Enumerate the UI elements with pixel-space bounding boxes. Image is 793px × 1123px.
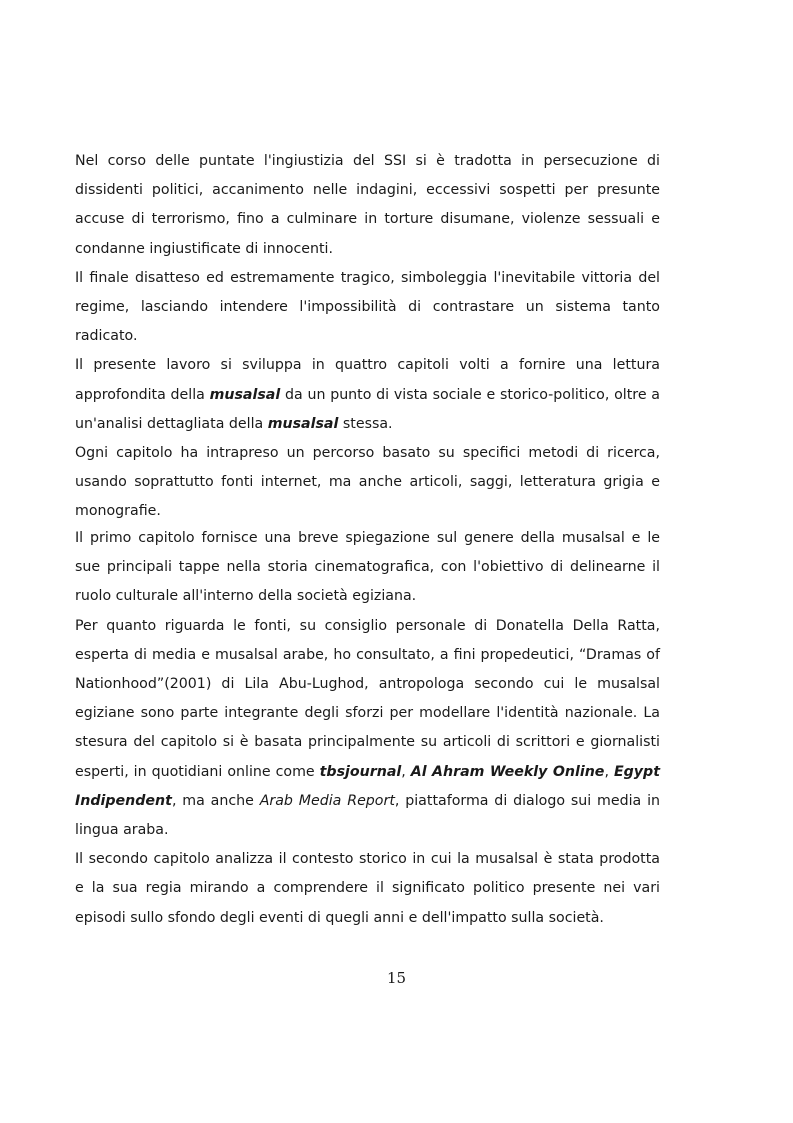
paragraph-four-chapters (75, 351, 660, 439)
text-run: , (401, 763, 411, 780)
term-musalsal: musalsal (267, 415, 339, 432)
text-run: da un punto di vista sociale e storico-politico, oltre a un'analisi dettagliata della (75, 386, 660, 432)
text-run: , ma anche (171, 792, 260, 809)
text-run: Il presente lavoro si sviluppa in quattro capitoli volti a fornire una lettura approfondita della (75, 357, 660, 403)
paragraph-first-chapter: Il primo capitolo fornisce una breve spiegazione sul genere della musalsal e le sue principali tappe nella storia cinematografica, con l'obiettivo di delinearne il ruolo culturale all'interno della società egiziana. (75, 530, 660, 605)
paragraph-tragic-ending: Il finale disatteso ed estremamente tragico, simboleggia l'inevitabile vittoria del regime, lasciando intendere l'impossibilità di contrastare un sistema tanto radicato. (75, 269, 660, 345)
text-run: Per quanto riguarda le fonti, su consiglio personale di Donatella Della Ratta, esperta di media e musalsal arabe, ho consultato, a fini propedeutici, “Dramas of Nationhood”(2001) di Lila Abu-Lughod, antropologa secondo cui le musalsal egiziane sono parte integrante degli sforzi per modellare l'identità nazionale. La stesura del capitolo si è basata principalmente su articoli di scrittori e giornalisti esperti, in quotidiani online come (75, 617, 660, 780)
term-musalsal: musalsal (209, 386, 281, 403)
source-arab-media-report: Arab Media Report (259, 792, 395, 809)
source-tbsjournal: tbsjournal (319, 763, 402, 780)
paragraph-sources (75, 612, 660, 846)
paragraph-ssi-injustice: Nel corso delle puntate l'ingiustizia del SSI si è tradotta in persecuzione di dissidenti politici, accanimento nelle indagini, eccessivi sospetti per presunte accuse di terrorismo, fino a culminare in torture disumane, violenze sessuali e condanne ingiustificate di innocenti. (75, 153, 660, 257)
paragraph-second-chapter: Il secondo capitolo analizza il contesto storico in cui la musalsal è stata prodotta e la sua regia mirando a comprendere il significato politico presente nei vari episodi sullo sfondo degli eventi di quegli anni e dell'impatto sulla società. (75, 851, 660, 926)
source-egypt-indipendent: Egypt Indipendent (75, 763, 660, 809)
text-run: stessa. (338, 415, 393, 432)
text-run: , (604, 763, 614, 780)
text-block-upper (75, 147, 660, 527)
source-al-ahram-weekly: Al Ahram Weekly Online (410, 763, 605, 780)
page-number: 15 (386, 969, 407, 987)
paragraph-research-methods: Ogni capitolo ha intrapreso un percorso basato su specifici metodi di ricerca, usando soprattutto fonti internet, ma anche articoli, saggi, letteratura grigia e monografie. (75, 445, 660, 520)
text-block-lower (75, 524, 660, 933)
text-run: , piattaforma di dialogo sui media in lingua araba. (75, 792, 660, 839)
